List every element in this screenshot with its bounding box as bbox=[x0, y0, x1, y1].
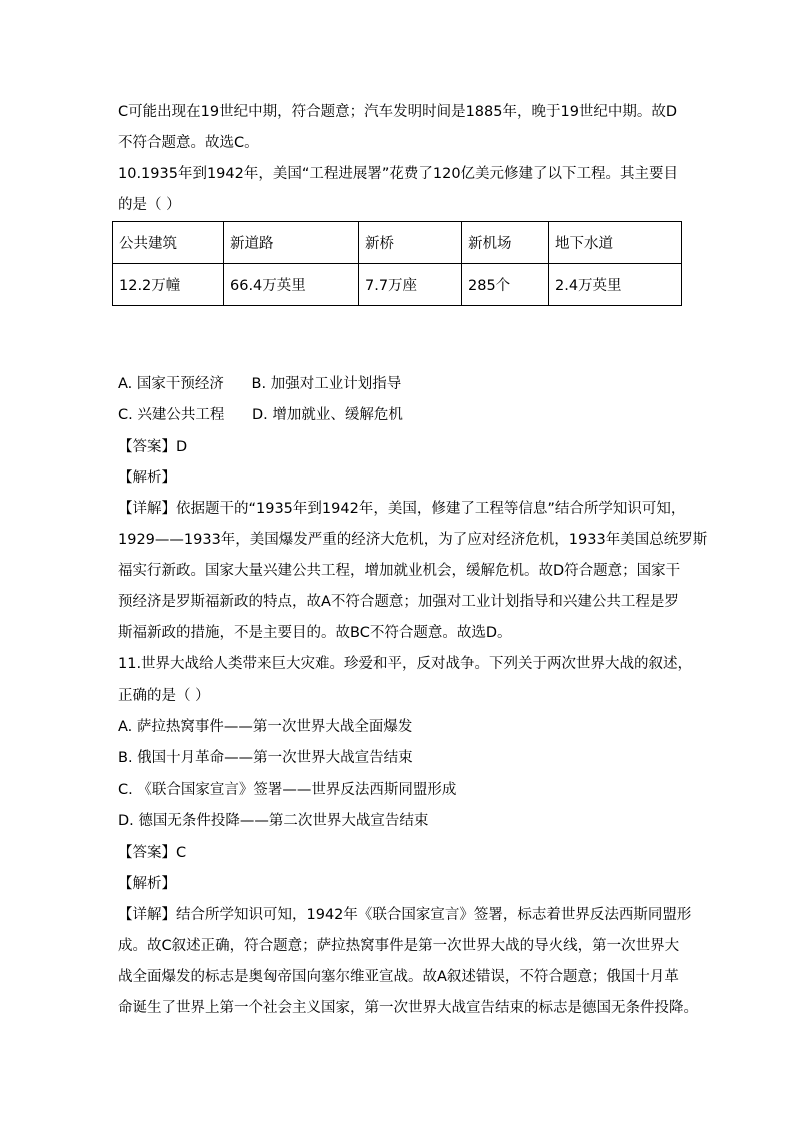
analysis-text: 1929——1933年，美国爆发严重的经济大危机，为了应对经济危机，1933年美国总统罗斯 bbox=[118, 532, 708, 548]
table-cell: 2.4万英里 bbox=[549, 264, 682, 306]
question-11-option: A. 萨拉热窝事件——第一次世界大战全面爆发 bbox=[118, 719, 413, 735]
question-11-option: C. 《联合国家宣言》签署——世界反法西斯同盟形成 bbox=[118, 782, 457, 798]
table-row bbox=[113, 264, 682, 306]
answer: 【答案】C bbox=[118, 845, 187, 861]
table-cell: 66.4万英里 bbox=[224, 264, 359, 306]
table-header-cell: 新道路 bbox=[224, 222, 359, 264]
table-row bbox=[113, 222, 682, 264]
question-11-stem: 正确的是（ ） bbox=[118, 688, 210, 704]
answer: 【答案】D bbox=[118, 439, 188, 455]
text-line: 不符合题意。故选C。 bbox=[118, 135, 259, 151]
data-table bbox=[112, 221, 682, 306]
table-cell: 12.2万幢 bbox=[113, 264, 224, 306]
question-10-options: A. 国家干预经济 B. 加强对工业计划指导 bbox=[118, 376, 402, 392]
analysis-text: 战全面爆发的标志是奥匈帝国向塞尔维亚宣战。故A叙述错误，不符合题意；俄国十月革 bbox=[118, 969, 679, 985]
analysis-text: 【详解】依据题干的“1935年到1942年，美国，修建了工程等信息”结合所学知识可知， bbox=[118, 501, 686, 517]
table-header-cell: 新机场 bbox=[462, 222, 549, 264]
analysis-label: 【解析】 bbox=[118, 876, 176, 892]
table-header-cell: 新桥 bbox=[359, 222, 462, 264]
analysis-text: 【详解】结合所学知识可知，1942年《联合国家宣言》签署，标志着世界反法西斯同盟形 bbox=[118, 907, 692, 923]
table-cell: 7.7万座 bbox=[359, 264, 462, 306]
analysis-text: 预经济是罗斯福新政的特点，故A不符合题意；加强对工业计划指导和兴建公共工程是罗 bbox=[118, 594, 679, 610]
analysis-label: 【解析】 bbox=[118, 470, 176, 486]
question-10-stem: 10.1935年到1942年，美国“工程进展署”花费了120亿美元修建了以下工程。其主要目 bbox=[118, 166, 679, 182]
text-line: C可能出现在19世纪中期，符合题意；汽车发明时间是1885年，晚于19世纪中期。故D bbox=[118, 104, 678, 120]
question-11-option: D. 德国无条件投降——第二次世界大战宣告结束 bbox=[118, 813, 429, 829]
table-header-cell: 地下水道 bbox=[549, 222, 682, 264]
question-11-stem: 11.世界大战给人类带来巨大灾难。珍爱和平，反对战争。下列关于两次世界大战的叙述， bbox=[118, 656, 693, 672]
analysis-text: 命诞生了世界上第一个社会主义国家，第一次世界大战宣告结束的标志是德国无条件投降。 bbox=[118, 1000, 698, 1016]
question-11-option: B. 俄国十月革命——第一次世界大战宣告结束 bbox=[118, 750, 413, 766]
analysis-text: 福实行新政。国家大量兴建公共工程，增加就业机会，缓解危机。故D符合题意；国家干 bbox=[118, 563, 681, 579]
question-10-stem: 的是（ ） bbox=[118, 197, 181, 213]
table-cell: 285个 bbox=[462, 264, 549, 306]
question-10-options: C. 兴建公共工程 D. 增加就业、缓解危机 bbox=[118, 407, 403, 423]
table-header-cell: 公共建筑 bbox=[113, 222, 224, 264]
analysis-text: 斯福新政的措施，不是主要目的。故BC不符合题意。故选D。 bbox=[118, 625, 512, 641]
analysis-text: 成。故C叙述正确，符合题意；萨拉热窝事件是第一次世界大战的导火线，第一次世界大 bbox=[118, 938, 680, 954]
